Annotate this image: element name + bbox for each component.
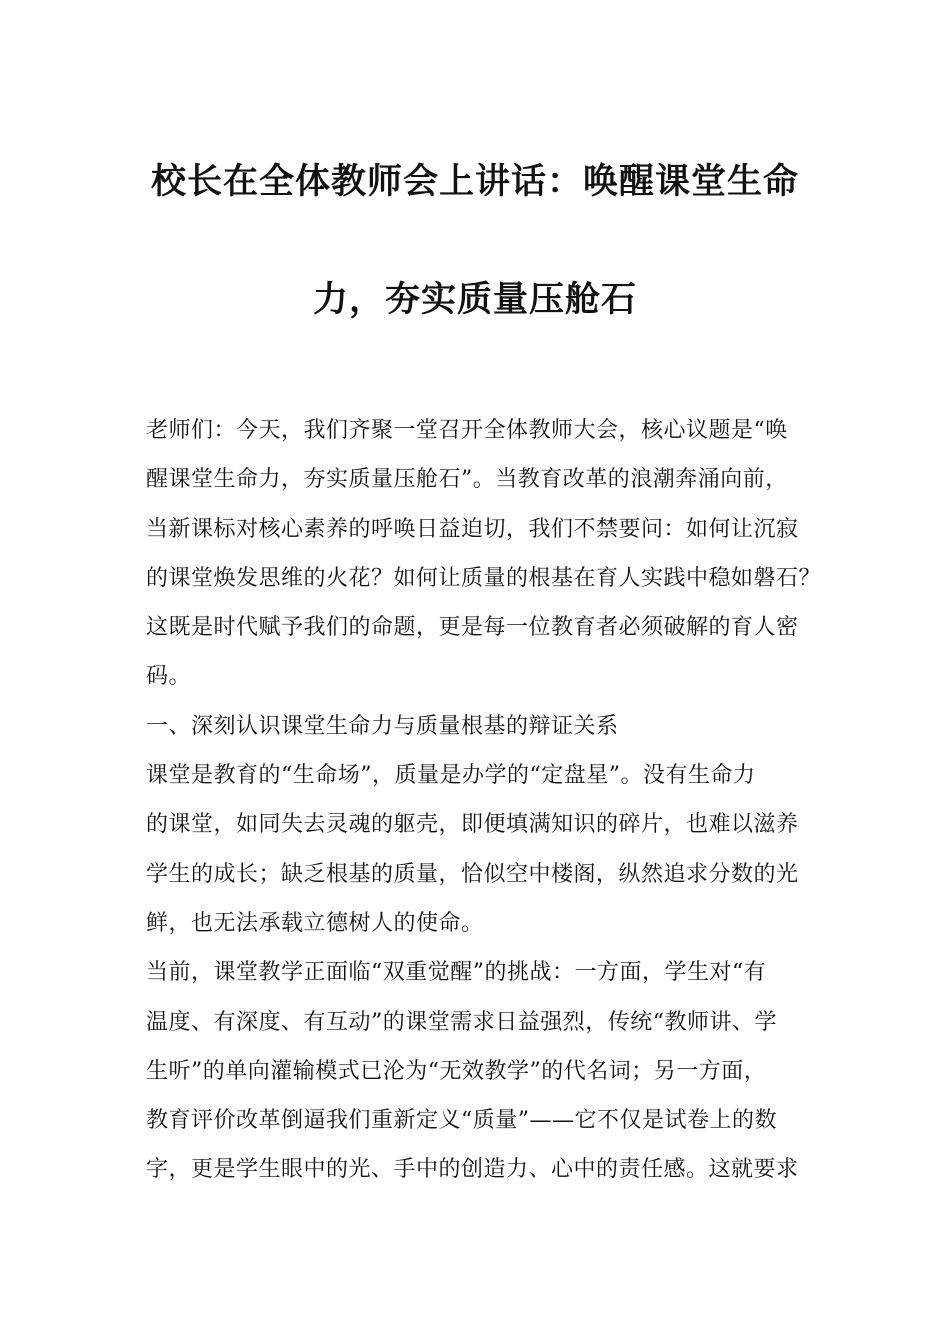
body-line: 当新课标对核心素养的呼唤日益迫切，我们不禁要问：如何让沉寂	[146, 516, 799, 542]
section-heading: 一、深刻认识课堂生命力与质量根基的辩证关系	[146, 713, 619, 739]
body-line: 学生的成长；缺乏根基的质量，恰似空中楼阁，纵然追求分数的光	[146, 861, 799, 887]
body-line: 老师们：今天，我们齐聚一堂召开全体教师大会，核心议题是“唤	[146, 418, 788, 443]
document-title-line-1: 校长在全体教师会上讲话：唤醒课堂生命	[150, 162, 799, 202]
body-line: 生听”的单向灌输模式已沦为“无效教学”的代名词；另一方面，	[146, 1058, 767, 1084]
document-body	[146, 413, 826, 1202]
body-line: 鲜，也无法承载立德树人的使命。	[146, 910, 484, 936]
body-line: 字，更是学生眼中的光、手中的创造力、心中的责任感。这就要求	[146, 1157, 799, 1183]
body-line: 的课堂，如同失去灵魂的躯壳，即便填满知识的碎片，也难以滋养	[146, 812, 799, 838]
body-line: 当前，课堂教学正面临“双重觉醒”的挑战：一方面，学生对“有	[146, 960, 767, 986]
body-line: 课堂是教育的“生命场”，质量是办学的“定盘星”。没有生命力	[146, 763, 756, 789]
body-line: 这既是时代赋予我们的命题，更是每一位教育者必须破解的育人密	[146, 615, 799, 641]
document-title-line-2: 力，夯实质量压舱石	[312, 280, 637, 320]
body-line: 码。	[146, 664, 192, 690]
body-line: 温度、有深度、有互动”的课堂需求日益强烈，传统“教师讲、学	[146, 1009, 777, 1035]
body-line: 醒课堂生命力，夯实质量压舱石”。当教育改革的浪潮奔涌向前，	[146, 467, 788, 493]
body-line: 的课堂焕发思维的火花？如何让质量的根基在育人实践中稳如磐石？	[146, 565, 822, 591]
body-line: 教育评价改革倒逼我们重新定义“质量”——它不仅是试卷上的数	[146, 1108, 777, 1134]
